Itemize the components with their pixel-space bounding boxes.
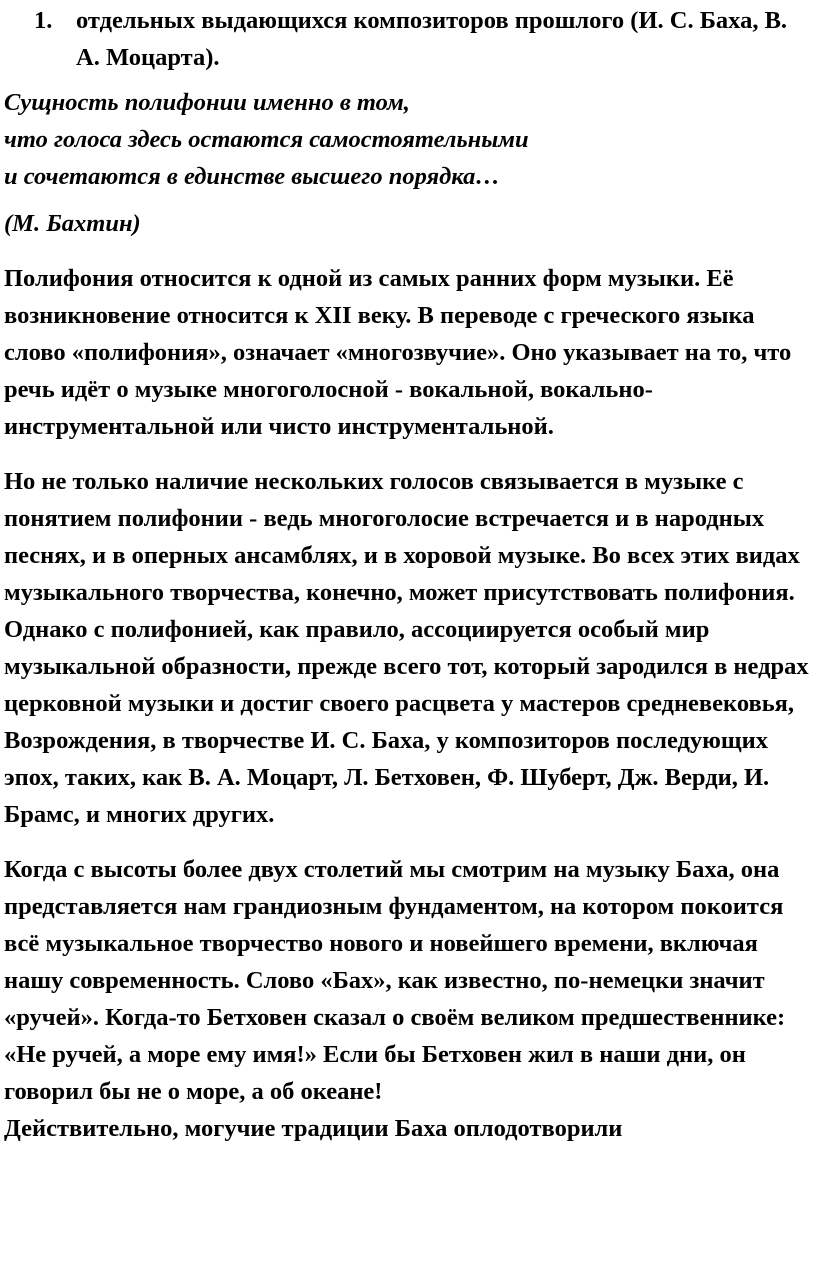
body-paragraph: Действительно, могучие традиции Баха оплодотворили [4, 1115, 623, 1142]
numbered-list-item [4, 2, 812, 76]
epigraph-line: Сущность полифонии именно в том, [4, 89, 410, 116]
list-number: 1. [34, 7, 53, 34]
epigraph-line: что голоса здесь остаются самостоятельными [4, 126, 529, 153]
epigraph-line: и сочетаются в единстве высшего порядка… [4, 163, 500, 190]
epigraph-author: (М. Бахтин) [4, 210, 141, 237]
body-paragraph: Полифония относится к одной из самых ранних форм музыки. Её возникновение относится к XII веку. В переводе с греческого языка слово «полифония», означает «многозвучие». Оно указывает на то, что речь идёт о музыке многоголосной - вокальной, вокально-инструментальной или чисто инструментальной. [4, 265, 792, 440]
list-item-text: отдельных выдающихся композиторов прошлого (И. С. Баха, В. А. Моцарта). [76, 7, 788, 71]
body-paragraph: Когда с высоты более двух столетий мы смотрим на музыку Баха, она представляется нам грандиозным фундаментом, на котором покоится всё музыкальное творчество нового и новейшего времени, включая нашу современность. Слово «Бах», как известно, по-немецки значит «ручей». Когда-то Бетховен сказал о своём великом предшественнике: «Не ручей, а море ему имя!» Если бы Бетховен жил в наши дни, он говорил бы не о море, а об океане! [4, 856, 786, 1105]
body-paragraph: Но не только наличие нескольких голосов связывается в музыке с понятием полифонии - ведь многоголосие встречается и в народных песнях, и в оперных ансамблях, и в хоровой музыке. Во всех этих видах музыкального творчества, конечно, может присутствовать полифония. Однако с полифонией, как правило, ассоциируется особый мир музыкальной образности, прежде всего тот, который зародился в недрах церковной музыки и достиг своего расцвета у мастеров средневековья, Возрождения, в творчестве И. С. Баха, у композиторов последующих эпох, таких, как В. А. Моцарт, Л. Бетховен, Ф. Шуберт, Дж. Верди, И. Брамс, и многих других. [4, 468, 809, 828]
epigraph [4, 84, 812, 195]
document-page [4, 2, 812, 1147]
